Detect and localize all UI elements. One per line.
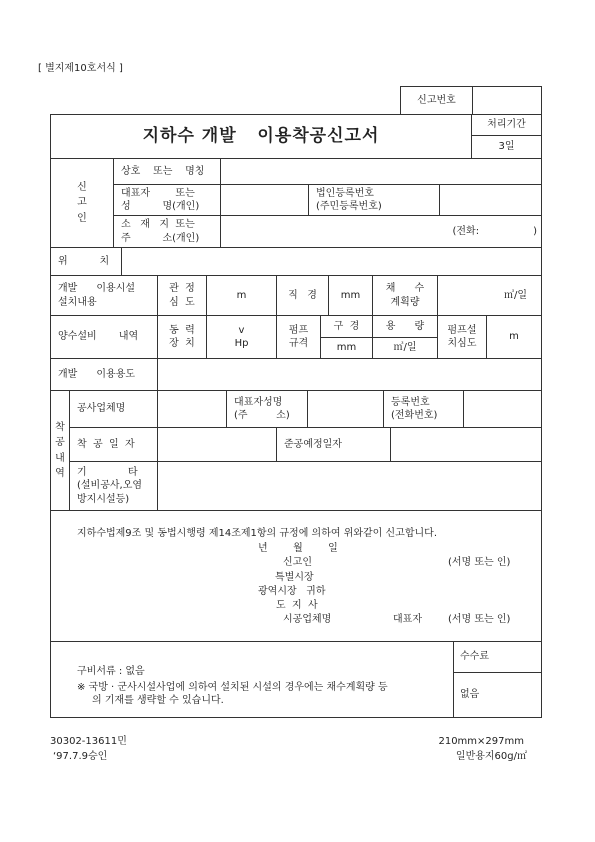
bore-label-cell xyxy=(320,315,373,338)
depth-unit: m xyxy=(236,289,247,301)
use-value-cell xyxy=(157,358,542,391)
address-value-cell xyxy=(220,215,542,248)
diameter-unit: mm xyxy=(340,289,361,301)
location-label-cell xyxy=(50,247,122,276)
facility-label-cell xyxy=(50,275,158,316)
install-depth-value-cell xyxy=(486,315,542,359)
plan-label-cell xyxy=(372,275,438,316)
other-label-cell xyxy=(69,461,158,511)
processing-period: 3일 xyxy=(498,141,515,153)
other-label-line: (설비공사,오염 xyxy=(77,480,143,492)
contractor-rep-value-cell xyxy=(307,390,384,428)
plan-unit: ㎥/일 xyxy=(503,289,527,301)
plan-label-line: 계획량 xyxy=(390,296,420,308)
power-value-cell xyxy=(206,315,277,359)
spec-label-line: 규격 xyxy=(288,338,309,349)
start-label: 착 공 일 자 xyxy=(77,438,135,450)
diameter-label: 직 경 xyxy=(288,289,317,301)
form-code: [ 별지제10호서식 ] xyxy=(38,63,123,74)
use-label: 개발 이용용도 xyxy=(58,368,136,380)
construction-group-char: 공 xyxy=(55,437,65,448)
capacity-label: 용 량 xyxy=(385,320,425,332)
address-label-cell xyxy=(113,215,221,248)
contractor-value-cell xyxy=(157,390,227,428)
applicant-group-char: 인 xyxy=(77,212,87,224)
depth-value-cell xyxy=(206,275,277,316)
power-label-line: 장 치 xyxy=(169,338,195,349)
construction-group-cell xyxy=(50,390,70,511)
completion-label: 준공예정일자 xyxy=(284,438,342,450)
phone-label: (전화: ) xyxy=(452,225,537,237)
applicant-group-cell xyxy=(50,158,114,248)
reg-label-cell xyxy=(383,390,464,428)
rep-value-cell xyxy=(220,184,309,216)
fee-value: 없음 xyxy=(460,689,480,701)
install-depth-label-cell xyxy=(437,315,487,359)
fee-label: 수수료 xyxy=(460,651,489,663)
statement-applicant: 신고인 xyxy=(283,557,312,568)
statement-addressee-2: 광역시장 귀하 xyxy=(258,586,326,597)
power-unit: v xyxy=(238,324,245,336)
report-no-value-cell xyxy=(472,86,542,115)
rep-label-line: 대표자 또는 xyxy=(121,187,195,199)
facility-label-line: 개발 이용시설 xyxy=(58,283,136,294)
name-label-cell xyxy=(113,158,221,185)
diameter-label-cell xyxy=(276,275,329,316)
depth-label-cell xyxy=(157,275,207,316)
power-label-line: 동 력 xyxy=(169,324,195,336)
other-label-line: 기 타 xyxy=(77,466,138,478)
statement-text: 지하수법제9조 및 동법시행령 제14조제1항의 규정에 의하여 위와같이 신고합니다. xyxy=(77,528,437,539)
statement-addressee-3: 도 지 사 xyxy=(276,600,318,611)
bore-unit: mm xyxy=(336,342,357,354)
applicant-group-char: 신 xyxy=(77,181,87,193)
id-label-line: (주민등록번호) xyxy=(316,201,382,212)
plan-label-line: 채 수 xyxy=(385,283,425,294)
id-label-line: 법인등록번호 xyxy=(316,187,374,199)
install-depth-unit: m xyxy=(509,331,519,343)
report-no-label: 신고번호 xyxy=(417,94,456,106)
address-label-line: 주 소(개인) xyxy=(121,232,200,244)
depth-label-line: 심 도 xyxy=(169,296,195,308)
contractor-rep-label-line: (주 소) xyxy=(234,410,290,421)
contractor-rep-label-cell xyxy=(226,390,308,428)
statement-representative: 대표자 xyxy=(393,614,422,625)
diameter-value-cell xyxy=(328,275,373,316)
bore-label: 구 경 xyxy=(333,320,360,332)
id-value-cell xyxy=(439,184,542,216)
other-value-cell xyxy=(157,461,542,511)
contractor-label-cell xyxy=(69,390,158,428)
spec-label-cell xyxy=(276,315,321,359)
pump-label: 양수설비 내역 xyxy=(58,331,139,343)
page-title: 지하수 개발 이용착공신고서 xyxy=(142,126,380,147)
reg-label-line: (전화번호) xyxy=(391,410,438,421)
power-label-cell xyxy=(157,315,207,359)
install-depth-label-line: 펌프설 xyxy=(447,324,477,336)
statement-signature-2: (서명 또는 인) xyxy=(448,614,511,625)
plan-value-cell xyxy=(437,275,542,316)
note-line: ※ 국방 · 군사시설사업에 의하여 설치된 시설의 경우에는 채수계획량 등 xyxy=(77,682,388,693)
address-label-line: 소 재 지 또는 xyxy=(121,219,195,230)
contractor-label: 공사업체명 xyxy=(77,403,126,415)
other-label-line: 방지시설등) xyxy=(77,493,130,505)
completion-value-cell xyxy=(390,427,542,462)
footer-size: 210mm×297mm xyxy=(438,736,524,747)
location-label: 위 치 xyxy=(58,255,110,267)
contractor-rep-label-line: 대표자성명 xyxy=(234,396,283,408)
construction-group-char: 내 xyxy=(55,452,65,464)
use-label-cell xyxy=(50,358,158,391)
footer-approved: ‘97.7.9승인 xyxy=(53,751,108,762)
depth-label-line: 관 정 xyxy=(169,283,195,294)
location-value-cell xyxy=(121,247,542,276)
required-documents: 구비서류 : 없음 xyxy=(77,666,145,677)
capacity-value-cell xyxy=(372,337,438,359)
fee-label-cell xyxy=(453,641,542,673)
note-line: 의 기재를 생략할 수 있습니다. xyxy=(92,695,224,706)
rep-label-line: 성 명(개인) xyxy=(121,201,200,212)
construction-group-char: 역 xyxy=(55,468,65,479)
start-value-cell xyxy=(157,427,277,462)
power-unit: Hp xyxy=(234,338,249,349)
spec-label-line: 펌프 xyxy=(288,324,309,336)
processing-period-cell xyxy=(471,135,542,159)
processing-label: 처리기간 xyxy=(487,119,526,131)
install-depth-label-line: 치심도 xyxy=(447,338,477,349)
rep-label-cell xyxy=(113,184,221,216)
fee-value-cell xyxy=(453,672,542,718)
completion-label-cell xyxy=(276,427,391,462)
capacity-label-cell xyxy=(372,315,438,338)
statement-signature-1: (서명 또는 인) xyxy=(448,557,511,568)
applicant-group-char: 고 xyxy=(77,197,87,209)
capacity-unit: ㎥/일 xyxy=(393,342,417,354)
name-label: 상호 또는 명칭 xyxy=(121,165,205,177)
footer-paper: 일반용지60g/㎡ xyxy=(455,751,527,762)
pump-label-cell xyxy=(50,315,158,359)
name-value-cell xyxy=(220,158,542,185)
construction-group-char: 착 xyxy=(55,421,65,433)
bore-value-cell xyxy=(320,337,373,359)
id-label-cell xyxy=(308,184,440,216)
facility-label-line: 설치내용 xyxy=(58,296,97,308)
start-label-cell xyxy=(69,427,158,462)
report-no-label-cell xyxy=(400,86,473,115)
processing-label-cell xyxy=(471,114,542,136)
statement-addressee-1: 특별시장 xyxy=(275,572,314,583)
statement-contractor: 시공업체명 xyxy=(283,614,332,625)
reg-label-line: 등록번호 xyxy=(391,396,430,408)
reg-value-cell xyxy=(463,390,542,428)
footer-code: 30302-13611민 xyxy=(50,736,127,747)
statement-date: 년 월 일 xyxy=(258,543,338,554)
title-cell xyxy=(50,114,472,159)
